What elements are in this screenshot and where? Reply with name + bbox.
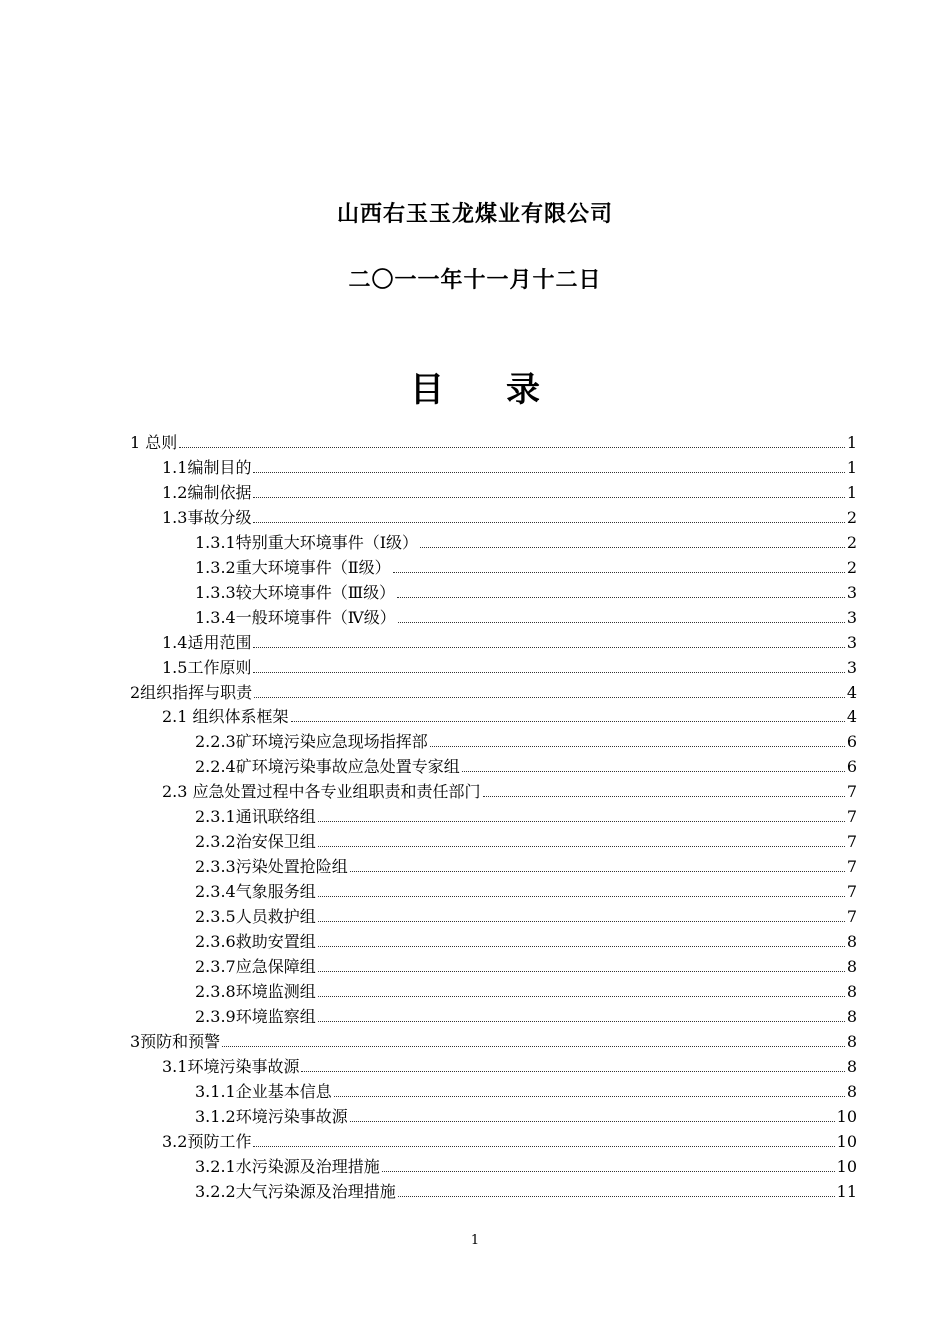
toc-leader-dots <box>253 647 844 648</box>
toc-entry-label: 3.1.2环境污染事故源 <box>195 1106 348 1126</box>
toc-entry-label: 1.3.3较大环境事件（Ⅲ级） <box>195 582 396 602</box>
toc-entry[interactable] <box>162 702 857 727</box>
toc-entry-label: 1.2编制依据 <box>162 482 252 502</box>
toc-entry-page: 8 <box>846 932 857 951</box>
toc-entry[interactable] <box>195 1077 857 1102</box>
toc-leader-dots <box>430 746 845 747</box>
toc-entry-page: 6 <box>846 732 857 752</box>
toc-entry-label: 2.2.3矿环境污染应急现场指挥部 <box>195 732 428 752</box>
toc-entry[interactable] <box>195 952 857 977</box>
toc-entry[interactable] <box>162 453 857 478</box>
toc-entry-page: 2 <box>846 507 857 527</box>
toc-entry-page: 3 <box>846 657 857 677</box>
toc-entry[interactable] <box>195 902 857 927</box>
toc-entry-label: 2.3 应急处置过程中各专业组职责和责任部门 <box>162 782 481 802</box>
toc-entry-page: 4 <box>846 707 857 727</box>
toc-entry[interactable] <box>195 727 857 752</box>
toc-entry-label: 3.1环境污染事故源 <box>162 1056 300 1076</box>
toc-entry-label: 2.3.8环境监测组 <box>195 981 316 1001</box>
toc-entry[interactable] <box>195 852 857 877</box>
toc-entry-label: 1.5工作原则 <box>162 657 252 677</box>
toc-entry-page: 3 <box>846 607 857 627</box>
toc-entry[interactable] <box>195 1152 857 1177</box>
toc-entry[interactable] <box>130 1027 857 1052</box>
toc-leader-dots <box>393 572 845 573</box>
toc-entry[interactable] <box>162 653 857 678</box>
toc-entry-page: 3 <box>846 582 857 602</box>
toc-leader-dots <box>318 846 845 847</box>
toc-entry[interactable] <box>195 578 857 603</box>
toc-entry[interactable] <box>162 503 857 528</box>
toc-entry[interactable] <box>162 628 857 653</box>
toc-entry-label: 1.1编制目的 <box>162 457 252 477</box>
toc-leader-dots <box>334 1096 845 1097</box>
toc-entry-label: 2组织指挥与职责 <box>130 682 253 702</box>
toc-entry-label: 1.3事故分级 <box>162 507 252 527</box>
toc-entry[interactable] <box>195 927 857 952</box>
toc-leader-dots <box>301 1071 844 1072</box>
toc-entry[interactable] <box>195 977 857 1002</box>
toc-entry-label: 1.3.1特别重大环境事件（Ⅰ级） <box>195 532 419 552</box>
toc-leader-dots <box>253 497 844 498</box>
toc-entry-page: 7 <box>846 882 857 902</box>
toc-entry-page: 10 <box>836 1106 857 1126</box>
toc-entry-label: 3.1.1企业基本信息 <box>195 1081 332 1101</box>
toc-entry-label: 2.3.2治安保卫组 <box>195 832 316 852</box>
toc-entry-page: 6 <box>846 757 857 777</box>
toc-leader-dots <box>318 946 845 947</box>
toc-entry-label: 3预防和预警 <box>130 1031 221 1051</box>
toc-leader-dots <box>462 771 845 772</box>
toc-entry-label: 1.3.4一般环境事件（Ⅳ级） <box>195 607 396 627</box>
toc-entry[interactable] <box>195 1177 857 1202</box>
toc-leader-dots <box>253 522 844 523</box>
toc-entry-label: 2.3.9环境监察组 <box>195 1006 316 1026</box>
toc-entry-page: 8 <box>846 1081 857 1101</box>
toc-entry-label: 3.2预防工作 <box>162 1131 252 1151</box>
toc-entry[interactable] <box>162 478 857 503</box>
toc-leader-dots <box>318 921 845 922</box>
toc-entry-label: 2.3.6救助安置组 <box>195 932 316 951</box>
toc-entry[interactable] <box>195 827 857 852</box>
toc-entry-page: 11 <box>836 1181 857 1201</box>
toc-leader-dots <box>350 871 845 872</box>
toc-leader-dots <box>318 1021 845 1022</box>
toc-heading-char-1: 目 <box>410 370 444 410</box>
toc-entry-label: 2.3.3污染处置抢险组 <box>195 857 348 877</box>
toc-entry[interactable] <box>195 802 857 827</box>
toc-leader-dots <box>350 1121 835 1122</box>
toc-leader-dots <box>318 996 845 997</box>
toc-entry[interactable] <box>195 603 857 628</box>
toc-entry-label: 1.3.2重大环境事件（Ⅱ级） <box>195 557 391 577</box>
toc-entry[interactable] <box>195 528 857 553</box>
toc-entry-page: 1 <box>846 457 857 477</box>
toc-leader-dots <box>291 721 845 722</box>
toc-entry-page: 8 <box>846 981 857 1001</box>
toc-entry-label: 2.3.4气象服务组 <box>195 882 316 902</box>
toc-entry-label: 3.2.2大气污染源及治理措施 <box>195 1181 396 1201</box>
toc-entry[interactable] <box>195 1102 857 1127</box>
page-number: 1 <box>470 1233 480 1248</box>
toc-leader-dots <box>253 672 844 673</box>
toc-entry-page: 7 <box>846 807 857 827</box>
toc-leader-dots <box>318 971 845 972</box>
toc-entry-label: 2.3.5人员救护组 <box>195 907 316 927</box>
toc-entry[interactable] <box>162 1127 857 1152</box>
toc-leader-dots <box>222 1046 845 1047</box>
toc-leader-dots <box>318 821 845 822</box>
toc-entry-page: 8 <box>846 1056 857 1076</box>
toc-heading-char-2: 录 <box>506 370 540 410</box>
toc-entry-label: 2.3.7应急保障组 <box>195 956 316 976</box>
toc-heading <box>0 362 950 411</box>
toc-entry-page: 2 <box>846 532 857 552</box>
toc-entry[interactable] <box>130 428 857 453</box>
toc-entry[interactable] <box>195 752 857 777</box>
toc-leader-dots <box>420 547 845 548</box>
toc-leader-dots <box>179 447 845 448</box>
toc-leader-dots <box>397 597 845 598</box>
toc-entry-page: 4 <box>846 682 857 702</box>
toc-entry-page: 1 <box>846 482 857 502</box>
toc-entry-page: 8 <box>846 956 857 976</box>
toc-entry[interactable] <box>162 1052 857 1077</box>
toc-leader-dots <box>483 796 845 797</box>
toc-entry[interactable] <box>195 553 857 578</box>
toc-entry-page: 8 <box>846 1006 857 1026</box>
company-name: 山西右玉玉龙煤业有限公司 <box>336 202 613 227</box>
toc-entry[interactable] <box>195 1002 857 1027</box>
document-date: 二〇一一年十一月十二日 <box>348 268 602 293</box>
toc-entry-page: 2 <box>846 557 857 577</box>
toc-leader-dots <box>318 896 845 897</box>
toc-entry[interactable] <box>162 777 857 802</box>
toc-entry[interactable] <box>195 877 857 902</box>
toc-entry-label: 1.4适用范围 <box>162 632 252 652</box>
toc-entry-page: 10 <box>836 1156 857 1176</box>
toc-entry-label: 2.1 组织体系框架 <box>162 707 289 727</box>
toc-entry-page: 8 <box>846 1031 857 1051</box>
toc-leader-dots <box>253 472 844 473</box>
toc-leader-dots <box>398 622 845 623</box>
toc-entry-page: 10 <box>836 1131 857 1151</box>
toc-entry-label: 1 总则 <box>130 433 178 452</box>
toc-leader-dots <box>398 1196 835 1197</box>
toc-entry-page: 1 <box>846 433 857 452</box>
toc-entry-label: 2.2.4矿环境污染事故应急处置专家组 <box>195 757 460 777</box>
toc-entry-page: 7 <box>846 907 857 927</box>
toc-entry-label: 2.3.1通讯联络组 <box>195 807 316 827</box>
toc-entry-page: 7 <box>846 782 857 802</box>
toc-entry-page: 3 <box>846 632 857 652</box>
toc-leader-dots <box>382 1171 835 1172</box>
toc-entry-page: 7 <box>846 832 857 852</box>
toc-entry-page: 7 <box>846 857 857 877</box>
toc-entry-label: 3.2.1水污染源及治理措施 <box>195 1156 380 1176</box>
toc-leader-dots <box>253 1146 834 1147</box>
toc-leader-dots <box>254 697 845 698</box>
toc-entry[interactable] <box>130 678 857 703</box>
